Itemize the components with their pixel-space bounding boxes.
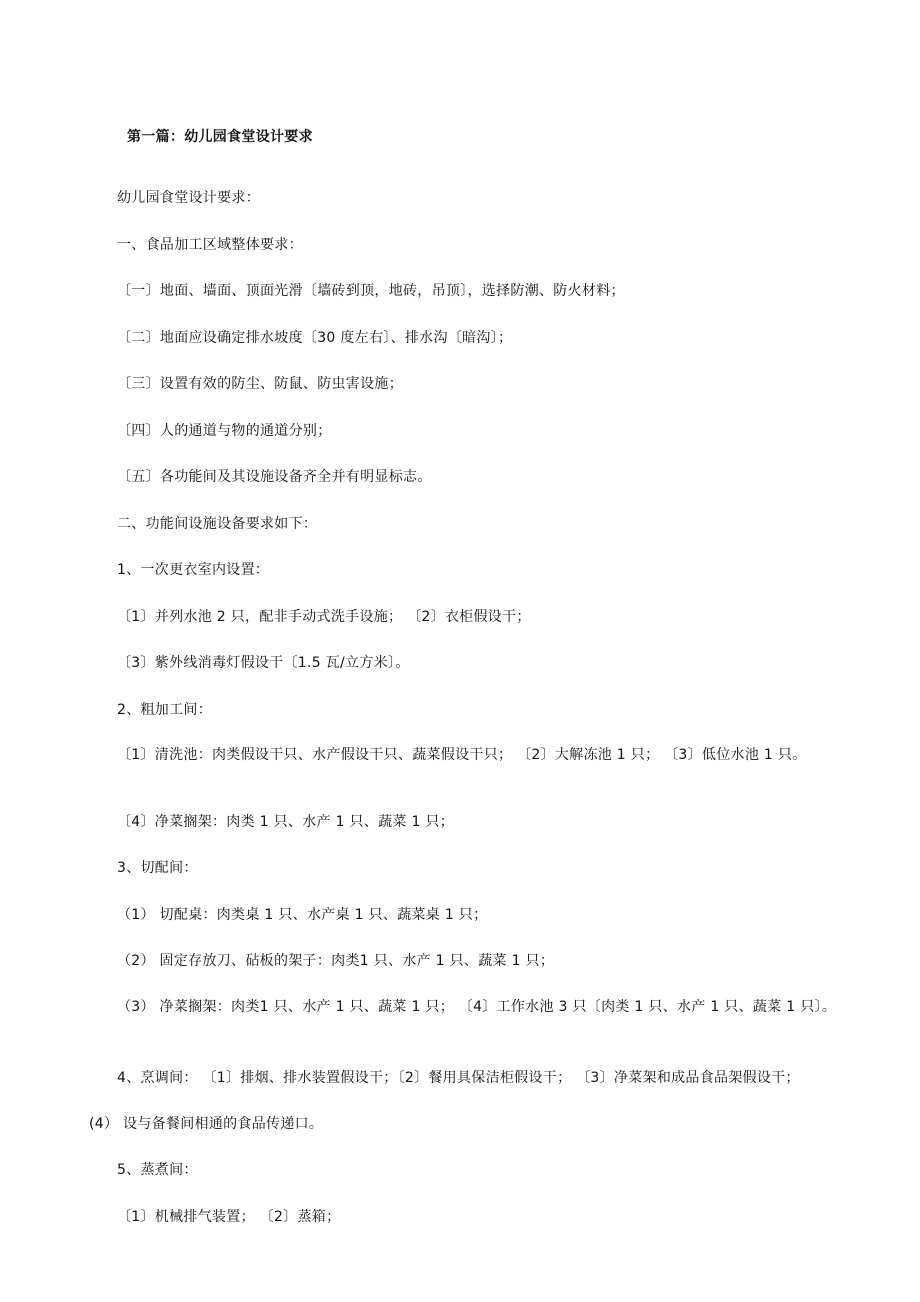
section-heading: 二、功能间设施设备要求如下：: [117, 516, 318, 532]
subsection-heading: 4、烹调间： 〔1〕排烟、排水装置假设干；〔2〕餐用具保洁柜假设干； 〔3〕净菜架和成品食品架假设干；: [117, 1070, 800, 1086]
list-item: 〔一〕地面、墙面、顶面光滑〔墙砖到顶，地砖，吊顶〕，选择防潮、防火材料；: [117, 283, 625, 299]
list-item: 〔三〕设置有效的防尘、防鼠、防虫害设施；: [117, 376, 403, 392]
subsection-heading: 2、粗加工间：: [117, 702, 213, 718]
subsection-heading: 3、切配间：: [117, 860, 198, 876]
list-item: 〔3〕紫外线消毒灯假设干〔1.5 瓦/立方米〕。: [117, 655, 410, 671]
list-item: 〔四〕人的通道与物的通道分别；: [117, 423, 332, 439]
list-item: （1） 切配桌：肉类桌 1 只、水产桌 1 只、蔬菜桌 1 只；: [117, 907, 488, 923]
list-item: 〔4〕净菜搁架：肉类 1 只、水产 1 只、蔬菜 1 只；: [117, 814, 455, 830]
list-item: (4） 设与备餐间相通的食品传递口。: [89, 1116, 324, 1132]
intro-text: 幼儿园食堂设计要求：: [117, 190, 260, 206]
list-item: 〔1〕清洗池：肉类假设干只、水产假设干只、蔬菜假设干只； 〔2〕大解冻池 1 只； 〔3〕低位水池 1 只。: [117, 747, 807, 763]
list-item: 〔二〕地面应设确定排水坡度〔30 度左右〕、排水沟〔暗沟〕；: [117, 330, 513, 346]
section-heading: 一、食品加工区域整体要求：: [117, 237, 303, 253]
document-title: 第一篇：幼儿园食堂设计要求: [127, 129, 313, 145]
list-item: 〔1〕机械排气装置； 〔2〕蒸箱；: [117, 1209, 341, 1225]
list-item: 〔1〕并列水池 2 只，配非手动式洗手设施； 〔2〕衣柜假设干；: [117, 609, 531, 625]
list-item: （2） 固定存放刀、砧板的架子：肉类1 只、水产 1 只、蔬菜 1 只；: [117, 953, 555, 969]
list-item: 〔五〕各功能间及其设施设备齐全并有明显标志。: [117, 469, 432, 485]
list-item: （3） 净菜搁架：肉类1 只、水产 1 只、蔬菜 1 只； 〔4〕工作水池 3 只〔肉类 1 只、水产 1 只、蔬菜 1 只〕。: [117, 999, 837, 1015]
subsection-heading: 1、一次更衣室内设置：: [117, 562, 270, 578]
subsection-heading: 5、蒸煮间：: [117, 1162, 198, 1178]
